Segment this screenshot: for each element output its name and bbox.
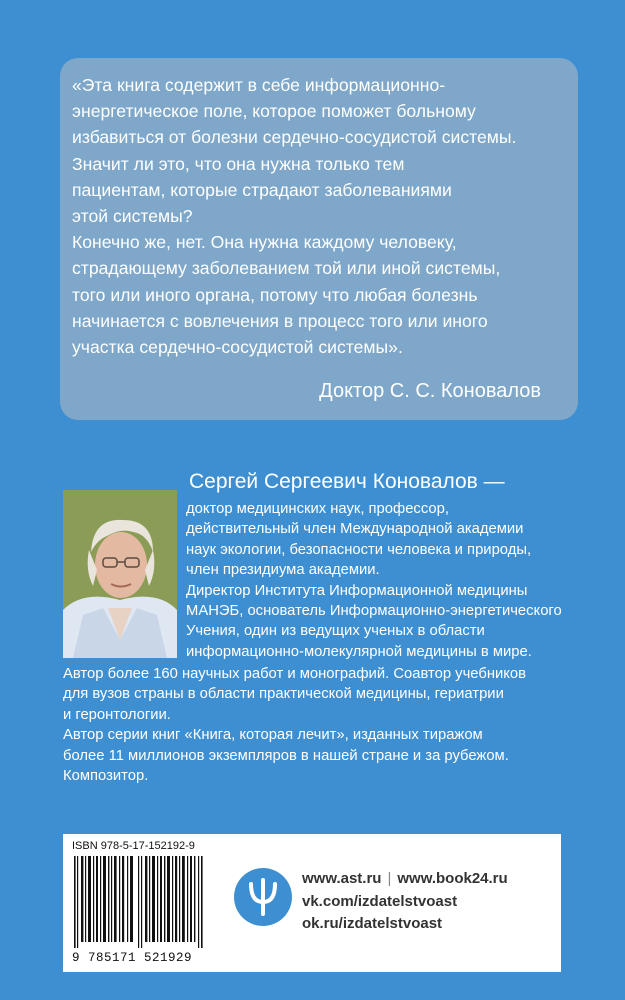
quote-line: избавиться от болезни сердечно-сосудистой системы. <box>72 127 517 148</box>
quote-line: этой системы? <box>72 206 193 227</box>
bio-line: Директор Института Информационной медицины <box>186 582 528 599</box>
link-book24[interactable]: www.book24.ru <box>397 870 508 887</box>
bio-line: член президиума академии. <box>186 562 380 579</box>
author-bio-short <box>186 499 606 662</box>
bio-line: и геронтологии. <box>63 706 171 723</box>
isbn-label: ISBN 978-5-17-152192-9 <box>72 840 195 852</box>
bio-line: информационно-молекулярной медицины в мире. <box>186 643 532 660</box>
bio-line: для вузов страны в области практической медицины, гериатрии <box>63 686 504 703</box>
bio-line: наук экологии, безопасности человека и природы, <box>186 541 532 558</box>
barcode-icon <box>72 856 210 948</box>
quote-line: того или иного органа, потому что любая болезнь <box>72 284 478 305</box>
quote-line: «Эта книга содержит в себе информационно- <box>72 75 446 95</box>
publisher-logo <box>234 868 292 926</box>
quote-line: страдающему заболеванием той или иной системы, <box>72 258 501 279</box>
quote-line: пациентам, которые страдают заболеваниями <box>72 179 452 200</box>
bio-line: действительный член Международной академии <box>186 521 524 538</box>
quote-line: энергетическое поле, которое поможет больному <box>72 101 476 122</box>
bio-line: Автор более 160 научных работ и монографий. Соавтор учебников <box>63 666 526 682</box>
author-photo <box>63 490 177 658</box>
link-vk[interactable]: vk.com/izdatelstvoast <box>302 892 458 910</box>
bio-line: Учения, один из ведущих ученых в области <box>186 623 485 640</box>
psi-logo-icon <box>234 868 292 926</box>
quote-line: Конечно же, нет. Она нужна каждому человеку, <box>72 232 457 253</box>
quote-text <box>72 72 572 360</box>
quote-line: Значит ли это, что она нужна только тем <box>72 153 405 174</box>
bio-line: Автор серии книг «Книга, которая лечит», изданных тиражом <box>63 727 483 744</box>
bio-line: доктор медицинских наук, профессор, <box>186 501 449 517</box>
link-ok[interactable]: ok.ru/izdatelstvoast <box>302 915 443 932</box>
quote-line: начинается с вовлечения в процесс того или иного <box>72 310 488 331</box>
author-portrait-icon <box>63 490 177 658</box>
publisher-links <box>302 868 562 936</box>
barcode-digits: 9 785171 521929 <box>72 951 193 965</box>
bio-line: МАНЭБ, основатель Информационно-энергетического <box>186 603 562 620</box>
bio-line: более 11 миллионов экземпляров в нашей стране и за рубежом. <box>63 747 509 764</box>
bio-line: Композитор. <box>63 768 149 785</box>
link-ast[interactable]: www.ast.ru <box>302 870 382 887</box>
author-bio-full <box>63 664 603 786</box>
quote-author: Доктор С. С. Коновалов <box>319 380 541 402</box>
author-name: Сергей Сергеевич Коновалов — <box>189 470 505 493</box>
quote-line: участка сердечно-сосудистой системы». <box>72 337 403 358</box>
link-separator: | <box>387 870 392 887</box>
